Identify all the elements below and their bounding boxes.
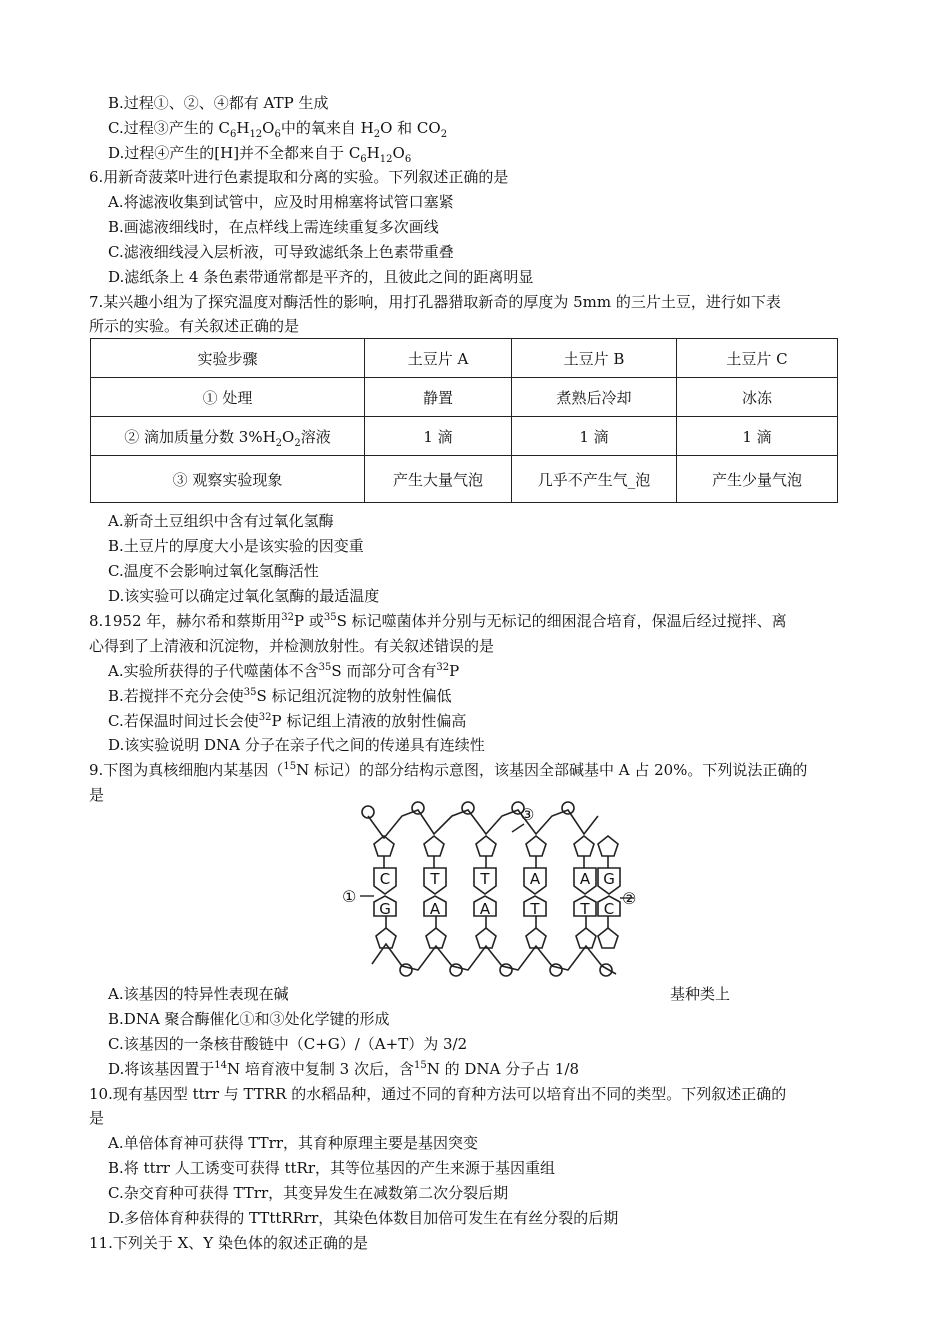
label-2: ② [622, 889, 637, 908]
q9-option-d: D.将该基因置于$^{14}$N 培育液中复制 3 次后，含$^{15}$N 的 DNA 分子占 1/8 [108, 1060, 580, 1078]
sugar-pentagon [598, 928, 618, 948]
bottom-base-label: G [379, 900, 391, 918]
table-cell: 几乎不产生气_泡 [512, 456, 677, 503]
q7-option-c: C.温度不会影响过氧化氢酶活性 [108, 562, 319, 580]
q7-option-d: D.该实验可以确定过氧化氢酶的最适温度 [108, 587, 380, 605]
table-cell: 产生少量气泡 [677, 456, 838, 503]
q9-option-a-part1: A.该基因的特异性表现在碱 [108, 985, 289, 1003]
table-header-row [91, 339, 838, 378]
q11-stem: 11.下列关于 X、Y 染色体的叙述正确的是 [89, 1234, 368, 1252]
label-3: ③ [520, 805, 535, 824]
phosphate-circle [400, 964, 412, 976]
q6-option-a: A.将滤液收集到试管中，应及时用棉塞将试管口塞紧 [108, 193, 454, 211]
q7-option-a: A.新奇土豆组织中含有过氧化氢酶 [108, 512, 334, 530]
table-cell: 实验步骤 [91, 339, 365, 378]
phosphate-circle [500, 964, 512, 976]
table-cell: 土豆片 A [365, 339, 512, 378]
q7-option-b: B.土豆片的厚度大小是该实验的因变重 [108, 537, 364, 555]
q9-stem-line1: 9.下图为真核细胞内某基因（$^{15}$N 标记）的部分结构示意图，该基因全部碱基中 A 占 20%。下列说法正确的 [89, 761, 808, 779]
sugar-pentagon [424, 836, 444, 856]
sugar-base-bond [384, 856, 608, 868]
q9-option-b: B.DNA 聚合酶催化①和③处化学键的形成 [108, 1010, 390, 1028]
phosphate-circle [412, 802, 424, 814]
q9-option-c: C.该基因的一条核苷酸链中（C+G）/（A+T）为 3/2 [108, 1035, 468, 1053]
pointer-line-3 [512, 824, 524, 832]
phosphate-circle [450, 964, 462, 976]
q8-option-c: C.若保温时间过长会使$^{32}$P 标记组上清液的放射性偏高 [108, 712, 467, 730]
sugar-base-bond [386, 916, 608, 928]
q5-option-c: C.过程③产生的 $C_6H_{12}O_6$中的氧来自 $H_2O$ 和 $CO_2$ [108, 119, 448, 140]
upper-backbone [368, 810, 598, 838]
q9-option-a-part2: 基种类上 [670, 985, 731, 1003]
phosphate-circle [550, 964, 562, 976]
q10-option-b: B.将 ttrr 人工诱变可获得 ttRr，其等位基因的产生来源于基因重组 [108, 1159, 556, 1177]
top-base-label: G [603, 870, 615, 888]
dna-structure-diagram [340, 798, 640, 983]
phosphate-circle [462, 802, 474, 814]
sugar-pentagon [476, 836, 496, 856]
top-base-label: C [379, 870, 391, 888]
q8-stem-line1: 8.1952 年，赫尔希和蔡斯用$^{32}$P 或$^{35}$S 标记噬菌体并分别与无标记的细困混合培育，保温后经过搅拌、离 [89, 612, 787, 630]
q10-option-c: C.杂交育种可获得 TTrr，其变异发生在减数第二次分裂后期 [108, 1184, 509, 1202]
q10-stem-line2: 是 [89, 1109, 105, 1127]
top-base-label: A [579, 870, 591, 888]
top-base-label: T [430, 870, 440, 888]
sugar-pentagon [574, 836, 594, 856]
top-base-label: A [529, 870, 541, 888]
table-row [91, 456, 838, 503]
table-cell: 1 滴 [365, 417, 512, 456]
q10-option-d: D.多倍体育种获得的 TTttRRrr，其染色体数目加倍可发生在有丝分裂的后期 [108, 1209, 619, 1227]
q6-option-d: D.滤纸条上 4 条色素带通常都是平齐的，且彼此之间的距离明显 [108, 268, 534, 286]
table-cell: ② 滴加质量分数 $3\%H_2O_2$溶液 [91, 417, 365, 456]
label-1: ① [342, 887, 357, 906]
phosphate-circle [562, 802, 574, 814]
table-cell: 静置 [365, 378, 512, 417]
table-cell: 产生大量气泡 [365, 456, 512, 503]
q6-stem: 6.用新奇菠菜叶进行色素提取和分离的实验。下列叙述正确的是 [89, 168, 509, 186]
q7-stem-line1: 7.某兴趣小组为了探究温度对酶活性的影响，用打孔器猎取新奇的厚度为 5mm 的三片土豆，进行如下表 [89, 293, 781, 311]
q8-option-d: D.该实验说明 DNA 分子在亲子代之间的传递具有连续性 [108, 736, 485, 754]
q6-option-b: B.画滤液细线时，在点样线上需连续重复多次画线 [108, 218, 439, 236]
table-cell: 1 滴 [677, 417, 838, 456]
q5-option-d: D.过程④产生的[H]并不全都来自于 $C_6H_{12}O_6$ [108, 144, 412, 165]
q6-option-c: C.滤液细线浸入层析液，可导致滤纸条上色素带重叠 [108, 243, 454, 261]
bottom-base-label: A [429, 900, 441, 918]
top-base-label: T [480, 870, 490, 888]
table-row [91, 378, 838, 417]
table-cell: 煮熟后冷却 [512, 378, 677, 417]
table-cell: 土豆片 C [677, 339, 838, 378]
bottom-base-label: C [603, 900, 615, 918]
bottom-base-label: T [580, 900, 590, 918]
q9-stem-line2: 是 [89, 786, 105, 804]
q10-option-a: A.单倍体育神可获得 TTrr，其育种原理主要是基因突变 [108, 1134, 478, 1152]
table-row [91, 417, 838, 456]
q8-stem-line2: 心得到了上清液和沉淀物，并检测放射性。有关叙述错误的是 [89, 637, 495, 655]
sugar-pentagon [526, 836, 546, 856]
q5-option-b: B.过程①、②、④都有 ATP 生成 [108, 94, 329, 112]
table-cell: ① 处理 [91, 378, 365, 417]
sugar-pentagon [598, 836, 618, 856]
bottom-base-label: A [479, 900, 491, 918]
table-cell: 冰冻 [677, 378, 838, 417]
bottom-base-label: T [530, 900, 540, 918]
q10-stem-line1: 10.现有基因型 ttrr 与 TTRR 的水稻品种，通过不同的育种方法可以培育出不同的类型。下列叙述正确的 [89, 1085, 787, 1103]
q8-option-b: B.若搅拌不充分会使$^{35}$S 标记组沉淀物的放射性偏低 [108, 687, 452, 705]
q7-experiment-table [90, 338, 838, 503]
table-cell: 土豆片 B [512, 339, 677, 378]
table-cell: 1 滴 [512, 417, 677, 456]
table-cell: ③ 观察实验现象 [91, 456, 365, 503]
q7-stem-line2: 所示的实验。有关叙述正确的是 [89, 317, 300, 335]
q8-option-a: A.实验所获得的子代噬菌体不含$^{35}$S 而部分可含有$^{32}$P [108, 662, 460, 680]
